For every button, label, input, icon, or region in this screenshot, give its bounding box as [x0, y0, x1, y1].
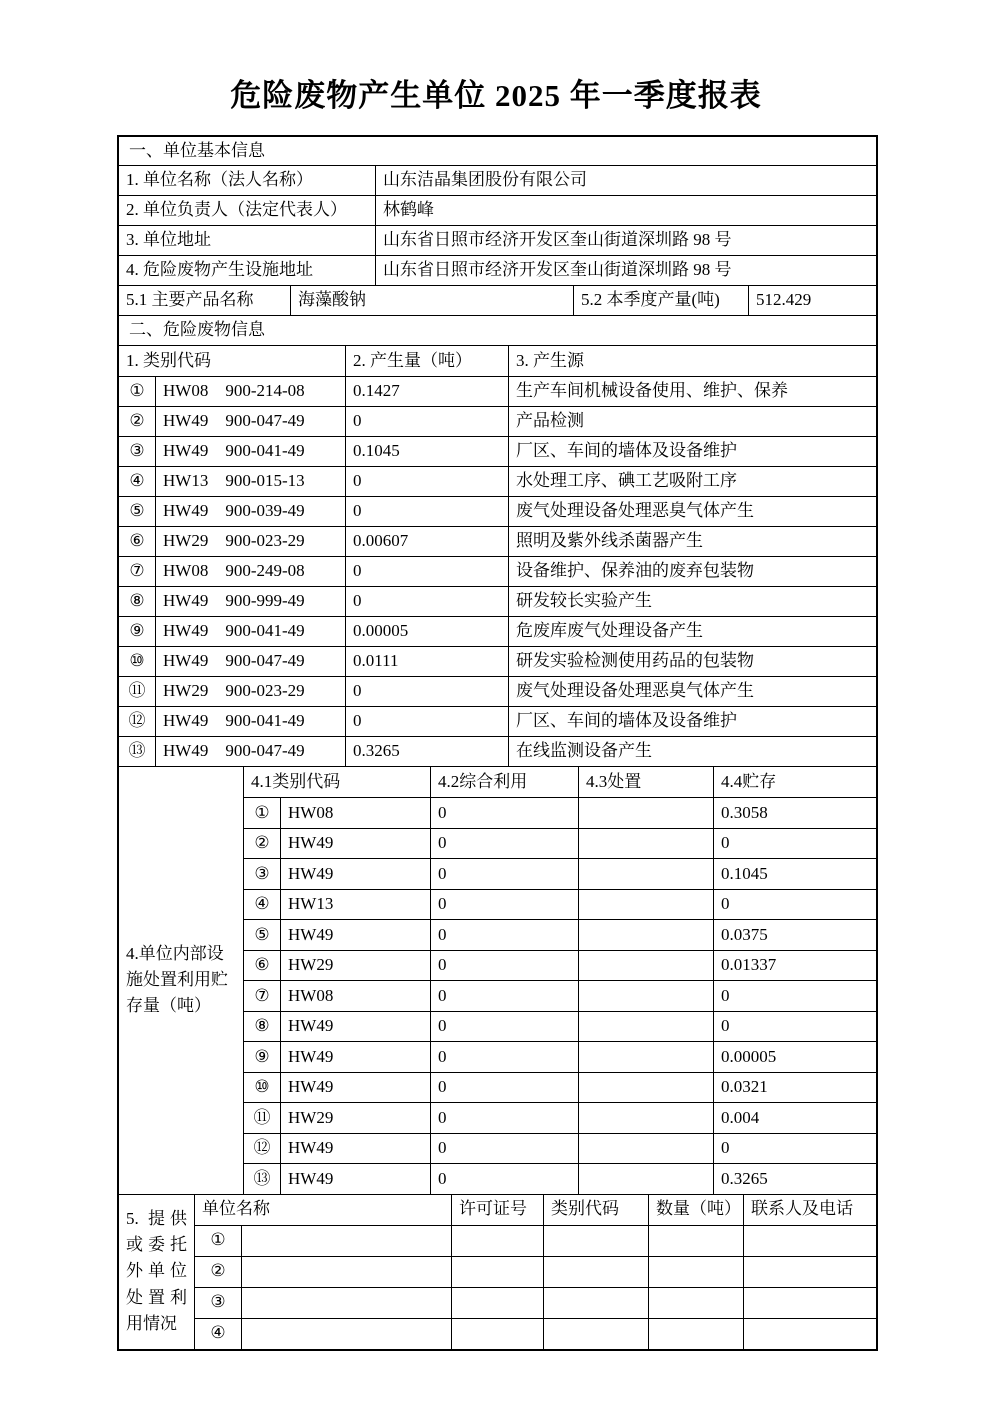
external-license — [452, 1226, 544, 1256]
section5-label: 5. 提供或委托外单位处置利用情况 — [119, 1195, 195, 1349]
unit-head-row — [119, 196, 876, 226]
external-unit-name — [242, 1226, 452, 1256]
storage-row-4 — [244, 890, 876, 921]
storage-dispose — [579, 1073, 714, 1103]
row-number: ⑧ — [244, 1012, 281, 1042]
waste-row-2 — [119, 407, 876, 437]
storage-use: 0 — [431, 829, 579, 859]
storage-use: 0 — [431, 890, 579, 920]
row-number: ⑧ — [119, 587, 156, 616]
col-storage-code: 4.1类别代码 — [244, 767, 431, 797]
hw-class: HW29 — [163, 681, 209, 701]
storage-code: HW49 — [281, 1042, 431, 1072]
external-amount — [649, 1257, 744, 1287]
unit-address-row — [119, 226, 876, 256]
external-row-3 — [195, 1288, 876, 1319]
product-name-label: 5.1 主要产品名称 — [119, 286, 291, 315]
row-number: ① — [119, 377, 156, 406]
section4-block — [119, 767, 876, 1195]
waste-table-header-row — [119, 346, 876, 377]
hw-class: HW49 — [163, 651, 209, 671]
waste-row-1 — [119, 377, 876, 407]
quarter-output-label: 5.2 本季度产量(吨) — [574, 286, 749, 315]
external-code — [544, 1288, 649, 1318]
waste-source: 废气处理设备处理恶臭气体产生 — [516, 501, 754, 521]
external-amount — [649, 1288, 744, 1318]
storage-use: 0 — [431, 859, 579, 889]
waste-row-5 — [119, 497, 876, 527]
storage-row-5 — [244, 920, 876, 951]
storage-store: 0.0375 — [721, 924, 768, 944]
storage-code: HW49 — [281, 1134, 431, 1164]
storage-row-2 — [244, 829, 876, 860]
storage-store: 0.1045 — [721, 863, 768, 883]
waste-row-11 — [119, 677, 876, 707]
storage-use: 0 — [431, 951, 579, 981]
storage-row-12 — [244, 1134, 876, 1165]
waste-amount: 0.1427 — [346, 377, 509, 406]
storage-code: HW13 — [281, 890, 431, 920]
storage-code: HW29 — [281, 1103, 431, 1133]
waste-source: 废气处理设备处理恶臭气体产生 — [516, 681, 754, 701]
waste-code-cell — [156, 737, 346, 766]
section2-header: 二、危险废物信息 — [129, 320, 265, 340]
row-number: ⑥ — [119, 527, 156, 556]
waste-amount: 0 — [346, 467, 509, 496]
row-number: ⑪ — [244, 1103, 281, 1133]
section4-label: 4.单位内部设施处置利用贮存量（吨） — [119, 767, 244, 1194]
external-amount — [649, 1226, 744, 1256]
section1-header-row — [119, 137, 876, 166]
hw-class: HW49 — [163, 591, 209, 611]
storage-row-1 — [244, 798, 876, 829]
external-code — [544, 1226, 649, 1256]
section2-header-row — [119, 316, 876, 346]
external-contact — [744, 1226, 876, 1256]
storage-use: 0 — [431, 1103, 579, 1133]
col-source: 3. 产生源 — [516, 350, 584, 370]
storage-code: HW49 — [281, 920, 431, 950]
waste-code-cell — [156, 557, 346, 586]
waste-code-cell — [156, 467, 346, 496]
waste-code: 900-041-49 — [225, 711, 305, 731]
storage-store: 0.3058 — [721, 802, 768, 822]
storage-dispose — [579, 1103, 714, 1133]
hw-class: HW08 — [163, 561, 209, 581]
external-contact — [744, 1288, 876, 1318]
storage-use: 0 — [431, 920, 579, 950]
storage-dispose — [579, 1134, 714, 1164]
external-row-1 — [195, 1226, 876, 1257]
waste-row-13 — [119, 737, 876, 767]
waste-code-cell — [156, 407, 346, 436]
storage-use: 0 — [431, 1012, 579, 1042]
external-code — [544, 1319, 649, 1349]
waste-code-cell — [156, 677, 346, 706]
external-license — [452, 1319, 544, 1349]
row-number: ⑤ — [244, 920, 281, 950]
waste-amount: 0 — [346, 497, 509, 526]
col-license-no: 许可证号 — [452, 1195, 544, 1225]
storage-row-10 — [244, 1073, 876, 1104]
row-number: ⑬ — [244, 1164, 281, 1194]
row-number: ⑨ — [244, 1042, 281, 1072]
storage-code: HW49 — [281, 1164, 431, 1194]
external-code — [544, 1257, 649, 1287]
waste-source: 厂区、车间的墙体及设备维护 — [516, 441, 737, 461]
waste-amount: 0.0111 — [346, 647, 509, 676]
waste-source: 厂区、车间的墙体及设备维护 — [516, 711, 737, 731]
hw-class: HW08 — [163, 381, 209, 401]
facility-address-label: 4. 危险废物产生设施地址 — [119, 256, 376, 285]
storage-dispose — [579, 981, 714, 1011]
waste-source: 研发较长实验产生 — [516, 591, 652, 611]
waste-row-6 — [119, 527, 876, 557]
waste-amount: 0.1045 — [346, 437, 509, 466]
external-row-2 — [195, 1257, 876, 1288]
storage-code: HW49 — [281, 1073, 431, 1103]
waste-amount: 0.00607 — [346, 527, 509, 556]
storage-dispose — [579, 859, 714, 889]
waste-row-3 — [119, 437, 876, 467]
waste-source: 在线监测设备产生 — [516, 741, 652, 761]
waste-row-9 — [119, 617, 876, 647]
waste-row-12 — [119, 707, 876, 737]
product-name-value: 海藻酸钠 — [291, 286, 574, 315]
waste-source: 水处理工序、碘工艺吸附工序 — [516, 471, 737, 491]
storage-dispose — [579, 890, 714, 920]
waste-code-cell — [156, 707, 346, 736]
storage-row-11 — [244, 1103, 876, 1134]
col-comprehensive-use: 4.2综合利用 — [431, 767, 579, 797]
row-number: ⑨ — [119, 617, 156, 646]
unit-name-row — [119, 166, 876, 196]
waste-code-cell — [156, 377, 346, 406]
report-table — [117, 135, 878, 1351]
col-quantity: 数量（吨） — [649, 1195, 744, 1225]
storage-dispose — [579, 1012, 714, 1042]
facility-address-row — [119, 256, 876, 286]
waste-code: 900-047-49 — [225, 411, 305, 431]
row-number: ⑦ — [244, 981, 281, 1011]
hw-class: HW49 — [163, 501, 209, 521]
row-number: ③ — [195, 1288, 242, 1318]
waste-source: 设备维护、保养油的废弃包装物 — [516, 561, 754, 581]
storage-code: HW49 — [281, 1012, 431, 1042]
storage-use: 0 — [431, 798, 579, 828]
external-row-4 — [195, 1319, 876, 1349]
hw-class: HW49 — [163, 741, 209, 761]
row-number: ⑫ — [119, 707, 156, 736]
storage-store: 0.00005 — [721, 1046, 777, 1066]
storage-use: 0 — [431, 1134, 579, 1164]
waste-amount: 0 — [346, 407, 509, 436]
row-number: ③ — [119, 437, 156, 466]
storage-dispose — [579, 1042, 714, 1072]
waste-code: 900-249-08 — [225, 561, 305, 581]
storage-code: HW29 — [281, 951, 431, 981]
waste-amount: 0.00005 — [346, 617, 509, 646]
waste-code: 900-047-49 — [225, 741, 305, 761]
storage-code: HW08 — [281, 798, 431, 828]
waste-amount: 0 — [346, 707, 509, 736]
row-number: ② — [244, 829, 281, 859]
external-unit-name — [242, 1319, 452, 1349]
waste-code-cell — [156, 647, 346, 676]
storage-row-7 — [244, 981, 876, 1012]
row-number: ⑬ — [119, 737, 156, 766]
external-contact — [744, 1257, 876, 1287]
waste-row-7 — [119, 557, 876, 587]
row-number: ⑪ — [119, 677, 156, 706]
waste-code-cell — [156, 497, 346, 526]
waste-code-cell — [156, 527, 346, 556]
storage-row-8 — [244, 1012, 876, 1043]
row-number: ⑫ — [244, 1134, 281, 1164]
external-license — [452, 1257, 544, 1287]
hw-class: HW49 — [163, 411, 209, 431]
waste-code: 900-023-29 — [225, 681, 305, 701]
col-contact: 联系人及电话 — [751, 1199, 853, 1219]
hw-class: HW49 — [163, 441, 209, 461]
row-number: ⑤ — [119, 497, 156, 526]
waste-row-10 — [119, 647, 876, 677]
storage-use: 0 — [431, 1073, 579, 1103]
storage-dispose — [579, 829, 714, 859]
row-number: ⑥ — [244, 951, 281, 981]
section5-block — [119, 1195, 876, 1349]
hw-class: HW29 — [163, 531, 209, 551]
col-storage: 4.4贮存 — [721, 771, 777, 791]
waste-code: 900-039-49 — [225, 501, 305, 521]
waste-amount: 0.3265 — [346, 737, 509, 766]
storage-dispose — [579, 920, 714, 950]
row-number: ① — [244, 798, 281, 828]
hw-class: HW13 — [163, 471, 209, 491]
storage-store: 0 — [721, 985, 730, 1005]
col-generated-amount: 2. 产生量（吨） — [346, 346, 509, 376]
quarter-output-value: 512.429 — [756, 290, 812, 310]
waste-source: 危废库废气处理设备产生 — [516, 621, 703, 641]
storage-dispose — [579, 1164, 714, 1194]
waste-amount: 0 — [346, 557, 509, 586]
row-number: ⑦ — [119, 557, 156, 586]
external-amount — [649, 1319, 744, 1349]
row-number: ③ — [244, 859, 281, 889]
section5-subtable — [195, 1195, 876, 1349]
row-number: ① — [195, 1226, 242, 1256]
storage-store: 0.01337 — [721, 955, 777, 975]
storage-store: 0 — [721, 894, 730, 914]
storage-header-row — [244, 767, 876, 798]
waste-code: 900-047-49 — [225, 651, 305, 671]
row-number: ④ — [195, 1319, 242, 1349]
waste-code-cell — [156, 617, 346, 646]
waste-code: 900-999-49 — [225, 591, 305, 611]
col-category-code: 1. 类别代码 — [119, 346, 346, 376]
storage-use: 0 — [431, 1164, 579, 1194]
waste-code: 900-041-49 — [225, 441, 305, 461]
row-number: ⑩ — [119, 647, 156, 676]
storage-store: 0.004 — [721, 1107, 760, 1127]
product-row — [119, 286, 876, 316]
col-unit-name: 单位名称 — [195, 1195, 452, 1225]
waste-code: 900-041-49 — [225, 621, 305, 641]
waste-source: 产品检测 — [516, 411, 584, 431]
storage-code: HW49 — [281, 829, 431, 859]
unit-head-value: 林鹤峰 — [383, 200, 434, 220]
row-number: ② — [195, 1257, 242, 1287]
storage-store: 0 — [721, 833, 730, 853]
facility-address-value: 山东省日照市经济开发区奎山街道深圳路 98 号 — [383, 260, 732, 280]
row-number: ④ — [244, 890, 281, 920]
unit-address-value: 山东省日照市经济开发区奎山街道深圳路 98 号 — [383, 230, 732, 250]
hw-class: HW49 — [163, 711, 209, 731]
hw-class: HW49 — [163, 621, 209, 641]
unit-head-label: 2. 单位负责人（法定代表人） — [119, 196, 376, 225]
storage-store: 0.0321 — [721, 1077, 768, 1097]
external-unit-name — [242, 1257, 452, 1287]
unit-address-label: 3. 单位地址 — [119, 226, 376, 255]
waste-code: 900-023-29 — [225, 531, 305, 551]
waste-amount: 0 — [346, 587, 509, 616]
waste-amount: 0 — [346, 677, 509, 706]
storage-use: 0 — [431, 1042, 579, 1072]
storage-code: HW08 — [281, 981, 431, 1011]
external-license — [452, 1288, 544, 1318]
storage-store: 0.3265 — [721, 1168, 768, 1188]
external-header-row — [195, 1195, 876, 1226]
waste-code: 900-214-08 — [225, 381, 305, 401]
storage-row-13 — [244, 1164, 876, 1194]
external-unit-name — [242, 1288, 452, 1318]
section4-subtable — [244, 767, 876, 1194]
row-number: ② — [119, 407, 156, 436]
section1-header: 一、单位基本信息 — [129, 140, 265, 160]
storage-row-3 — [244, 859, 876, 890]
waste-row-8 — [119, 587, 876, 617]
storage-dispose — [579, 951, 714, 981]
storage-dispose — [579, 798, 714, 828]
waste-source: 研发实验检测使用药品的包装物 — [516, 651, 754, 671]
col-category-code: 类别代码 — [544, 1195, 649, 1225]
col-disposal: 4.3处置 — [579, 767, 714, 797]
external-contact — [744, 1319, 876, 1349]
storage-code: HW49 — [281, 859, 431, 889]
unit-name-label: 1. 单位名称（法人名称） — [119, 166, 376, 195]
storage-use: 0 — [431, 981, 579, 1011]
page-title: 危险废物产生单位 2025 年一季度报表 — [230, 78, 762, 113]
waste-code-cell — [156, 587, 346, 616]
waste-code-cell — [156, 437, 346, 466]
row-number: ⑩ — [244, 1073, 281, 1103]
storage-row-6 — [244, 951, 876, 982]
storage-row-9 — [244, 1042, 876, 1073]
row-number: ④ — [119, 467, 156, 496]
waste-row-4 — [119, 467, 876, 497]
storage-store: 0 — [721, 1138, 730, 1158]
unit-name-value: 山东洁晶集团股份有限公司 — [383, 170, 587, 190]
waste-code: 900-015-13 — [225, 471, 305, 491]
waste-source: 生产车间机械设备使用、维护、保养 — [516, 381, 788, 401]
waste-source: 照明及紫外线杀菌器产生 — [516, 531, 703, 551]
storage-store: 0 — [721, 1016, 730, 1036]
